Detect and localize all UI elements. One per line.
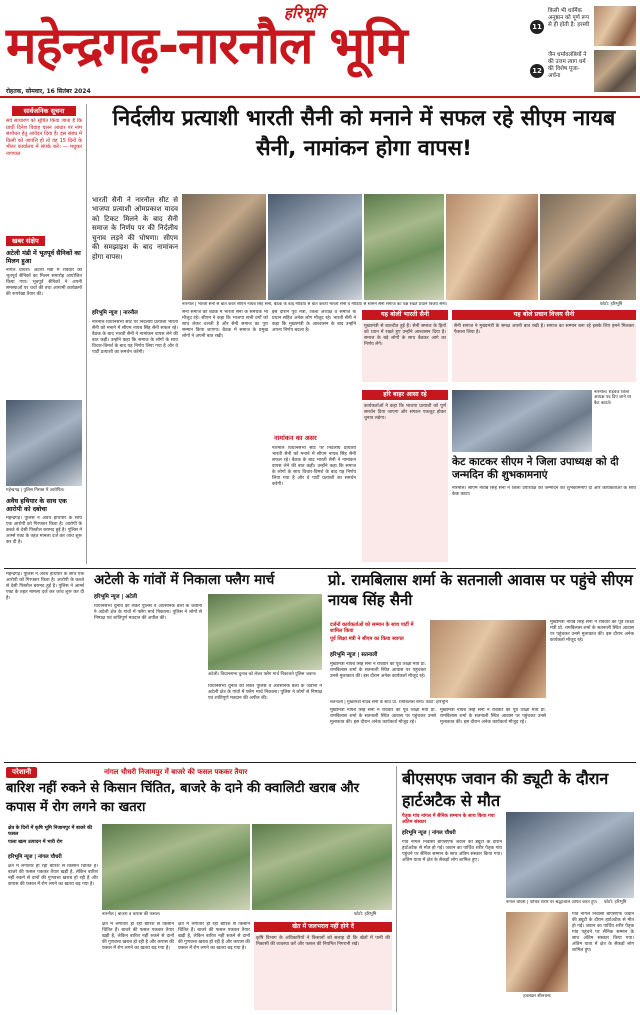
bajra-bullet-1: क्षेत्र के दिनों में कृषि भूमि निजामपुर में बाजरे की फसल <box>8 826 93 837</box>
rambilas-story <box>326 570 638 760</box>
left-sidebar <box>4 100 84 568</box>
sidebar-continued: महेन्द्रगढ़। पुलिस ने अवैध हथियार के साथ एक आरोपी को गिरफ्तार किया है। आरोपी के कब्जे से देसी पिस्तौल बरामद हुई है। पुलिस ने आर्म्स एक्ट के तहत मामला दर्ज कर जांच शुरू कर दी है। <box>6 572 84 601</box>
bsf-headline: बीएसएफ जवान की ड्यूटी के दौरान हार्टअटैक से मौत <box>402 769 609 810</box>
bajra-photo-caption: नारनौल | बाजरा व कपास की फसल। <box>102 912 161 917</box>
dateline: रोहतक, सोमवार, 16 सितंबर 2024 <box>6 88 91 95</box>
birthday-text: नारनौल। सीएम नायब सिंह सैनी ने जिला उपाध्यक्ष को जन्मदिन की शुभकामनाएं दीं और कार्यकर्ताओं के साथ केक काटा। <box>452 486 636 497</box>
lead-headline: निर्दलीय प्रत्याशी भारती सैनी को मनाने में सफल रहे सीएम नायब सैनी, नामांकन होगा वापस! <box>112 106 616 162</box>
bsf-portrait-caption: हवलदार शीलचन्द <box>523 994 551 999</box>
lead-photo-3 <box>364 194 444 300</box>
masthead <box>0 0 640 98</box>
masthead-rule <box>0 96 640 98</box>
lead-col-1: नारनौल विधानसभा सीट पर निर्दलीय प्रत्याशी भारती सैनी को मनाने में सीएम नायब सिंह सैनी सफल रहे। बैठक के बाद भारती सैनी ने नामांकन वापस लेने की बात कही। उन्होंने कहा कि समाज के लोगों के साथ विचार-विमर्श के बाद यह निर्णय लिया गया है और वे पार्टी प्रत्याशी का समर्थन करेंगी। <box>92 320 178 355</box>
bsf-text-1: गांव नांगल निवासी बीएसएफ जवान की ड्यूटी के दौरान हार्टअटैक से मौत हो गई। जवान का पार्थिव शरीर पैतृक गांव पहुंचने पर सैनिक सम्मान के साथ अंतिम संस्कार किया गया। अंतिम यात्रा में क्षेत्र के सैकड़ों लोग शामिल हुए। <box>402 840 502 863</box>
rambilas-text-4: मुख्यमंत्री नायब सिंह सैनी ने रविवार को पूर्व शिक्षा मंत्री प्रो. रामबिलास शर्मा के सतनाली स्थित आवास पर पहुंचकर उनसे मुलाकात की। इस दौरान अनेक कार्यकर्ता मौजूद रहे। <box>550 620 634 643</box>
teaser-photo <box>594 50 636 92</box>
bsf-story <box>398 764 638 1014</box>
lead-col-2: सैनी समाज की बैठक में भारती सैनी के समर्थक भी मौजूद रहे। सीएम ने कहा कि भाजपा सभी वर्गों को साथ लेकर चलती है और सैनी समाज का पूरा सम्मान किया जाएगा। बैठक में समाज के प्रमुख लोगों ने अपनी बात रखी। <box>182 310 268 339</box>
teaser-page-number: 11 <box>530 20 544 34</box>
section-rule-1 <box>4 568 636 569</box>
box2-title: यह बोले प्रधान विजय सैनी <box>452 310 636 320</box>
story2-title: अवैध हथियार के साथ एक आरोपी को दबोचा <box>6 498 67 513</box>
bsf-bullet: पैतृक गांव नांगल में सैनिक सम्मान के साथ किया गया अंतिम संस्कार <box>402 814 495 825</box>
bajra-photo-credit: फोटो: हरिभूमि <box>354 912 377 917</box>
lead-deck: भारती सैनी ने नारनौल सीट से भाजपा प्रत्याशी ओमप्रकाश यादव को टिकट मिलने के बाद सैनी समाज के निर्णय पर की निर्दलीय चुनाव लड़ने की घोषणा। सीएम की समझाइश के बाद नामांकन होगा वापस। <box>92 196 178 261</box>
bajra-box-text: कृषि विभाग के अधिकारियों ने किसानों को सलाह दी कि खेतों में पानी की निकासी की व्यवस्था करें और फसल की नियमित निगरानी रखें। <box>254 934 392 1010</box>
rambilas-bullet-1: दर्जनों कार्यकर्ताओं को सम्मान के साथ पार्टी में शामिल किया <box>330 622 414 635</box>
story2-text: महेन्द्रगढ़। पुलिस ने अवैध हथियार के साथ एक आरोपी को गिरफ्तार किया है। आरोपी के कब्जे से देसी पिस्तौल बरामद हुई है। पुलिस ने आर्म्स एक्ट के तहत मामला दर्ज कर जांच शुरू कर दी है। <box>6 516 82 545</box>
bsf-text-2: गांव नांगल निवासी बीएसएफ जवान की ड्यूटी के दौरान हार्टअटैक से मौत हो गई। जवान का पार्थिव शरीर पैतृक गांव पहुंचने पर सैनिक सम्मान के साथ अंतिम संस्कार किया गया। अंतिम यात्रा में क्षेत्र के सैकड़ों लोग शामिल हुए। <box>572 912 634 953</box>
rambilas-byline: हरिभूमि न्यूज | सतनाली <box>330 652 378 658</box>
birthday-photo-caption: नारनौल। रोड़वेज जिला अध्यक्ष पद दिए जाने पर कैट काटते। <box>594 390 632 406</box>
lead-byline: हरिभूमि न्यूज | नारनौल <box>92 310 138 316</box>
ateli-text-2: विधानसभा चुनाव को लेकर पुलिस व अर्धसैनिक बलों के जवानों ने अटेली क्षेत्र के गांवों में फ्लैग मार्च निकाला। पुलिस ने लोगों से निष्पक्ष एवं शांतिपूर्ण मतदान की अपील की। <box>208 684 322 701</box>
rambilas-headline: प्रो. रामबिलास शर्मा के सतनाली आवास पर पहुंचे सीएम नायब सिंह सैनी <box>328 571 633 610</box>
ateli-story <box>90 570 324 760</box>
ateli-byline: हरिभूमि न्यूज | अटेली <box>94 594 138 600</box>
lead-photo-4 <box>446 194 538 300</box>
bsf-portrait <box>506 912 568 992</box>
bajra-headline: बारिश नहीं रुकने से किसान चिंतित, बाजरे के दाने की क्वालिटी खराब और कपास में रोग लगने का खतरा <box>6 781 360 815</box>
bajra-photo-2 <box>252 824 392 910</box>
bajra-box-title: खेत में जलभराव नहीं होने दें <box>254 922 392 932</box>
lead-photo-1 <box>182 194 266 300</box>
birthday-photo <box>452 390 592 452</box>
teaser-page-number: 12 <box>530 64 544 78</box>
bsf-byline: हरिभूमि न्यूज | नांगल चौधरी <box>402 830 456 836</box>
rambilas-bullet-2: पूर्व शिक्षा मंत्री ने सीएम का किया स्वागत <box>330 636 404 642</box>
teaser-text: जैन धर्मावलंबियों ने की उत्तम त्याग धर्म की विशेष पूजा-अर्चना <box>548 52 587 79</box>
box1-title: यह बोलीं भारती सैनी <box>362 310 448 320</box>
birthday-headline: केट काटकर सीएम ने जिला उपाध्यक्ष को दी जन्मदिन की शुभकामनाएं <box>452 456 619 482</box>
bajra-story <box>4 764 394 1014</box>
teaser-text: किसी भी धार्मिक अनुष्ठान को पूर्ण रूप से ही होती है: हरस्वी <box>548 8 590 28</box>
lead-photo-2 <box>268 194 362 300</box>
ateli-headline: अटेली के गांवों में निकाला फ्लैग मार्च <box>94 572 275 588</box>
lead-col-3a: इस दौरान पूर्व मंत्री, जिला अध्यक्ष व समाज के प्रधान सहित अनेक लोग मौजूद रहे। भारती सैनी ने कहा कि मुख्यमंत्री के आश्वासन के बाद उन्होंने अपना निर्णय बदला है। <box>272 310 356 333</box>
bajra-label: परेशानी <box>6 767 37 778</box>
notice-label: सार्वजनिक सूचना <box>12 106 76 116</box>
rambilas-text-3: मुख्यमंत्री नायब सिंह सैनी ने रविवार को पूर्व शिक्षा मंत्री प्रो. रामबिलास शर्मा के सतनाली स्थित आवास पर पहुंचकर उनसे मुलाकात की। इस दौरान अनेक कार्यकर्ता मौजूद रहे। <box>440 708 546 725</box>
bajra-text-1: क्षेत्र में लगातार हो रही बारिश से किसान चिंतित हैं। बाजरे की फसल पककर तैयार खड़ी है, लेकिन बारिश नहीं रुकने से दानों की गुणवत्ता खराब हो रही है और कपास की फसल में रोग लगने का खतरा बढ़ गया है। <box>8 864 98 887</box>
ateli-photo-caption: अटेली। विधानसभा चुनाव को लेकर फ्लैग मार्च निकालते पुलिस जवान। <box>208 672 317 677</box>
bajra-byline: हरिभूमि न्यूज | नांगल चौधरी <box>8 854 62 860</box>
teaser-photo <box>594 6 636 46</box>
lead-story <box>90 100 638 568</box>
ateli-text: विधानसभा चुनाव को लेकर पुलिस व अर्धसैनिक बलों के जवानों ने अटेली क्षेत्र के गांवों में फ्लैग मार्च निकाला। पुलिस ने लोगों से निष्पक्ष एवं शांतिपूर्ण मतदान की अपील की। <box>94 604 202 621</box>
box1-text: मुख्यमंत्री से बातचीत हुई है। सैनी समाज के हितों को ध्यान में रखते हुए उन्होंने आश्वासन दिया है। समाज के बड़े लोगों के साथ बैठकर आगे का निर्णय लेंगे। <box>362 322 448 382</box>
bajra-text-2: क्षेत्र में लगातार हो रही बारिश से किसान चिंतित हैं। बाजरे की फसल पककर तैयार खड़ी है, लेकिन बारिश नहीं रुकने से दानों की गुणवत्ता खराब हो रही है और कपास की फसल में रोग लगने का खतरा बढ़ गया है। <box>102 922 174 951</box>
box2-text: सैनी समाज ने मुख्यमंत्री के समक्ष अपनी बात रखी है। समाज का सम्मान बना रहे इसके लिए हमने मिलकर फैसला लिया है। <box>452 322 636 382</box>
bottom-divider <box>396 766 397 1012</box>
brief-text: नांगल चौधरी। अटेली मंडी में रविवार को भूतपूर्व सैनिकों का मिलन समारोह आयोजित किया गया। भूतपूर्व सैनिकों ने अपनी समस्याओं पर चर्चा की तथा आगामी कार्यक्रमों की रूपरेखा तैयार की। <box>6 268 82 297</box>
bsf-photo-credit: फोटो: हरिभूमि <box>604 900 627 905</box>
brief-photo <box>6 400 82 486</box>
lead-photo-caption: नारनौल | भारती सैनी से बात करते सीएम नायब सिंह सैनी, बैठक के बाद मीडिया से बात करती भारती सैनी व मीडिया से सामने सैनी समाज का पक्ष रखते प्रधान विजय सैनी। <box>182 302 448 307</box>
lead-col-3b: नारनौल विधानसभा सीट पर निर्दलीय प्रत्याशी भारती सैनी को मनाने में सीएम नायब सिंह सैनी सफल रहे। बैठक के बाद भारती सैनी ने नामांकन वापस लेने की बात कही। उन्होंने कहा कि समाज के लोगों के साथ विचार-विमर्श के बाद यह निर्णय लिया गया है और वे पार्टी प्रत्याशी का समर्थन करेंगी। <box>272 446 356 487</box>
bsf-photo <box>506 812 634 898</box>
bajra-text-3: क्षेत्र में लगातार हो रही बारिश से किसान चिंतित हैं। बाजरे की फसल पककर तैयार खड़ी है, लेकिन बारिश नहीं रुकने से दानों की गुणवत्ता खराब हो रही है और कपास की फसल में रोग लगने का खतरा बढ़ गया है। <box>178 922 250 951</box>
sidebar-divider <box>86 104 87 564</box>
lead-photo-5 <box>540 194 636 300</box>
box3-text: कार्यकर्ताओं ने कहा कि भाजपा प्रत्याशी को पूर्ण समर्थन दिया जाएगा और संगठन एकजुट होकर चुनाव लड़ेगा। <box>362 402 448 562</box>
rambilas-text-1: मुख्यमंत्री नायब सिंह सैनी ने रविवार को पूर्व शिक्षा मंत्री प्रो. रामबिलास शर्मा के सतनाली स्थित आवास पर पहुंचकर उनसे मुलाकात की। इस दौरान अनेक कार्यकर्ता मौजूद रहे। <box>330 662 426 679</box>
paper-title: महेन्द्रगढ़-नारनौल भूमि <box>6 17 407 76</box>
rambilas-photo <box>430 620 546 698</box>
brief-photo-caption: महेन्द्रगढ़ | पुलिस गिरफ्त में आरोपित। <box>6 488 65 493</box>
section-rule-2 <box>4 762 636 763</box>
brand-logo: हरिभूमि <box>284 4 326 22</box>
bajra-photo-1 <box>102 824 250 910</box>
box3-title: हरि बाहर आसा रहे <box>362 390 448 400</box>
brief-label: खबर संक्षेप <box>6 236 45 246</box>
ateli-photo <box>208 594 322 670</box>
rambilas-photo-caption: सतनाली | मुख्यमंत्री नायब सैनी के साथ प्रो. रामबिलास शर्मा। फोटो: हरिभूमि <box>330 700 448 705</box>
bajra-kicker: नांगल चौधरी निजामपुर में बाजरे की फसल पककर तैयार <box>104 768 248 776</box>
lead-photo-credit: फोटो: हरिभूमि <box>600 302 623 307</box>
notice-text: सर्व साधारण को सूचित किया जाता है कि प्रार्थी दिनेश विवाह चलन आधार पर नाम संशोधन हेतु आवेदन दिया है। इस संबंध में किसी को आपत्ति हो तो वह 15 दिनों के भीतर कार्यालय में संपर्क करें। — मधुकर नागपाल <box>6 118 82 157</box>
bajra-bullet-2: पाला खत्म उत्पादन में भारी रोग <box>8 840 63 845</box>
teaser-2[interactable] <box>530 50 636 94</box>
brief-title: अटेली मंडी में भूतपूर्व सैनिकों का मिलन हुआ <box>6 250 81 265</box>
rambilas-text-2: मुख्यमंत्री नायब सिंह सैनी ने रविवार को पूर्व शिक्षा मंत्री प्रो. रामबिलास शर्मा के सतनाली स्थित आवास पर पहुंचकर उनसे मुलाकात की। इस दौरान अनेक कार्यकर्ता मौजूद रहे। <box>330 708 436 725</box>
lead-subhead: नामांकन का असर <box>274 434 317 442</box>
teaser-1[interactable] <box>530 6 636 48</box>
bsf-photo-caption: नांगल चौधरी | पार्थिव शरीर पर श्रद्धांजलि अर्पित करते हुए। <box>506 900 598 905</box>
